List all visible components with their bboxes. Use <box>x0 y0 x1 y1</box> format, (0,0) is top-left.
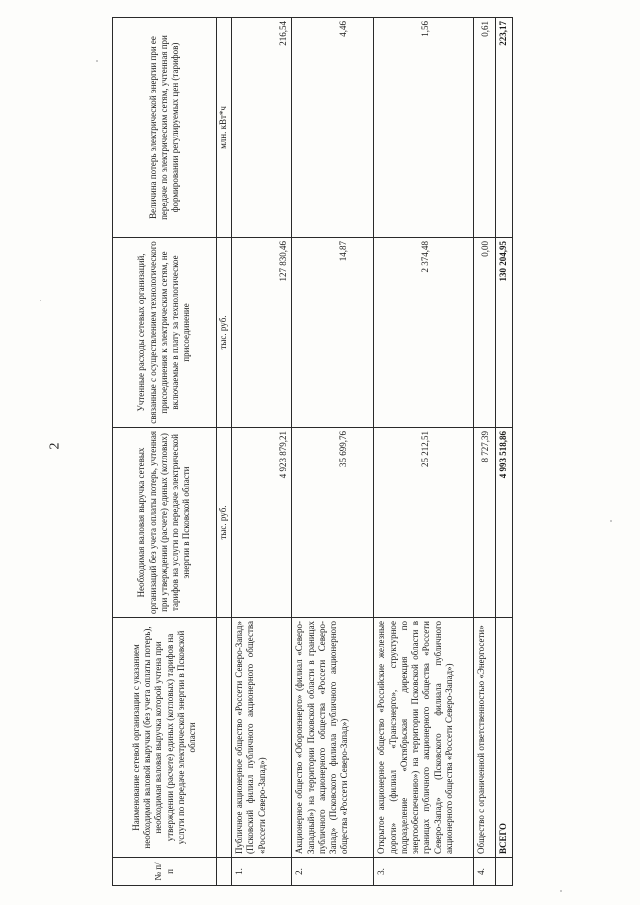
row-num: 4. <box>474 858 496 886</box>
header-num: № п/п <box>113 858 217 886</box>
row-losses: 1,56 <box>374 18 474 238</box>
row-expenses: 14,87 <box>292 238 374 428</box>
row-expenses: 0,00 <box>474 238 496 428</box>
table-row <box>474 18 496 886</box>
row-losses: 4,46 <box>292 18 374 238</box>
table-row <box>292 18 374 886</box>
row-revenue: 4 923 879,21 <box>232 428 292 618</box>
unit-losses: млн. кВт*ч <box>217 18 232 238</box>
total-num-cell <box>496 858 512 886</box>
row-name: Открытое акционерное общество «Российские железные дороги» (филиал «Трансэнерго», структурное подразделение «Октябрьская дирекция по энергообеспечению») на территории Псковской области в границах публичного акционерного общества «Россети Северо-Запад» (Псковского филиала публичного акционерного общества «Россети Северо-Запад») <box>374 618 474 858</box>
total-revenue: 4 993 518,86 <box>496 428 512 618</box>
row-name: Акционерное общество «Оборонэнерго» (филиал «Северо-Западный») на территории Псковской области в границах публичного акционерного общества «Россети Северо-Запад» (Псковского филиала публичного акционерного общества «Россети Северо-Запад») <box>292 618 374 858</box>
unit-expenses: тыс. руб. <box>217 238 232 428</box>
row-expenses: 127 830,46 <box>232 238 292 428</box>
row-num: 3. <box>374 858 474 886</box>
scan-speck <box>560 890 562 892</box>
row-revenue: 35 699,76 <box>292 428 374 618</box>
header-expenses: Учтенные расходы сетевых организаций, связанные с осуществлением технологического присоединения к электрическим сетям, не включаемые в плату за технологическое присоединение <box>113 238 217 428</box>
unit-num <box>217 858 232 886</box>
scan-speck <box>96 60 98 62</box>
row-expenses: 2 374,48 <box>374 238 474 428</box>
row-revenue: 25 212,51 <box>374 428 474 618</box>
table-total-row <box>496 18 512 886</box>
unit-name <box>217 618 232 858</box>
row-losses: 216,54 <box>232 18 292 238</box>
rotated-table-container <box>112 18 509 886</box>
row-name: Публичное акционерное общество «Россети Северо-Запад» (Псковский филиал публичного акционерного общества «Россети Северо-Запад») <box>232 618 292 858</box>
table-row <box>374 18 474 886</box>
network-organizations-table <box>112 17 513 886</box>
table-units-row <box>217 18 232 886</box>
total-label: ВСЕГО <box>496 618 512 858</box>
row-num: 1. <box>232 858 292 886</box>
table-header-row <box>113 18 217 886</box>
total-expenses: 130 204,95 <box>496 238 512 428</box>
row-revenue: 8 727,39 <box>474 428 496 618</box>
scan-speck <box>610 520 612 522</box>
row-losses: 0,61 <box>474 18 496 238</box>
table-row <box>232 18 292 886</box>
unit-revenue: тыс. руб. <box>217 428 232 618</box>
total-losses: 223,17 <box>496 18 512 238</box>
header-losses: Величина потерь электрической энергии при ее передаче по электрическим сетям, учтенная при формировании регулируемых цен (тарифов) <box>113 18 217 238</box>
row-name: Общество с ограниченной ответственностью «Энергосети» <box>474 618 496 858</box>
header-revenue: Необходимая валовая выручка сетевых организаций без учета оплаты потерь, учтенная при утверждении (расчете) единых (котловых) тарифов на услуги по передаче электрической энергии в Псковской области <box>113 428 217 618</box>
scan-speck <box>40 300 41 301</box>
row-num: 2. <box>292 858 374 886</box>
header-name: Наименование сетевой организации с указанием необходимой валовой выручки (без учета оплаты потерь), необходимая валовая выручка которой учтена при утверждении (расчете) единых (котловых) тарифов на услуги по передаче электрической энергии в Псковской области <box>113 618 217 858</box>
page-number: 2 <box>47 442 63 450</box>
